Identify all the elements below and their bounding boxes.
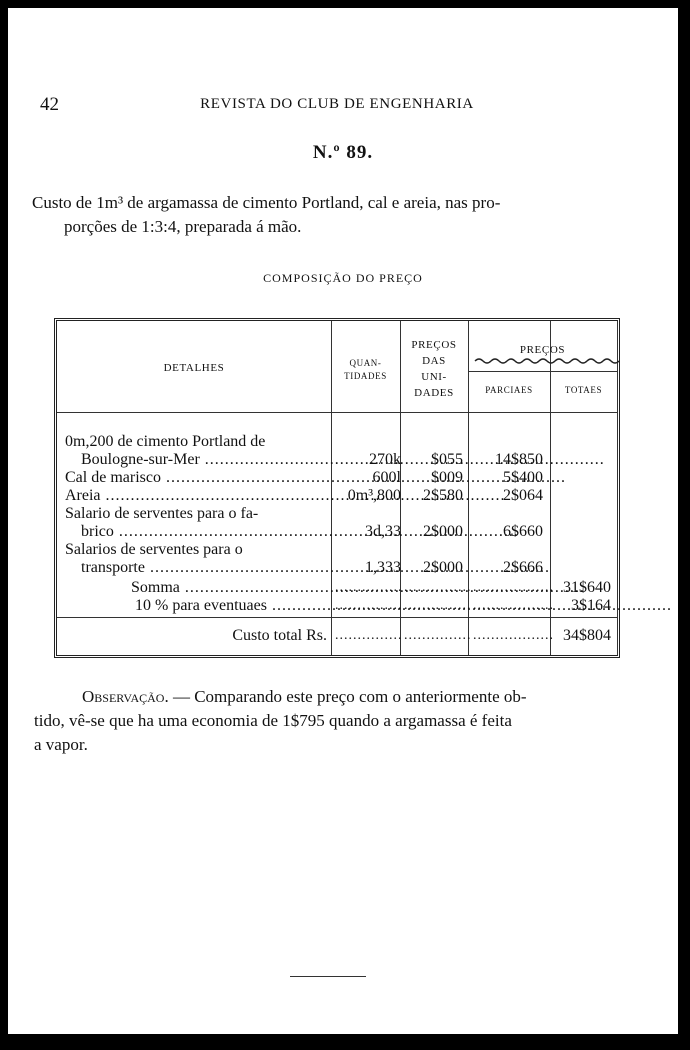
- section-title: COMPOSIÇÃO DO PREÇO: [263, 271, 423, 285]
- leader-dots: ...............: [335, 580, 403, 595]
- row-cal-unit-price: $009: [431, 469, 463, 486]
- header-precos-unidades-line-3: UNI-: [421, 371, 447, 383]
- eventuaes-total: 3$164: [571, 597, 611, 614]
- header-totaes: TOTAES: [564, 385, 603, 395]
- somma-total: 31$640: [563, 579, 611, 596]
- leader-dots: ..................: [473, 580, 554, 595]
- total-rule: [57, 617, 617, 618]
- row-cal-quantity: 600l: [372, 469, 401, 486]
- header-precos-unidades-line-4: DADES: [414, 387, 454, 399]
- item-description: [32, 191, 628, 239]
- row-areia-partial: 2$064: [503, 487, 543, 504]
- header-quantidades-line-1: QUAN-: [349, 358, 382, 368]
- observation-heading: Observação. —: [82, 687, 190, 706]
- row-cimento-label-1: 0m,200 de cimento Portland de: [65, 433, 266, 450]
- row-cal-partial: 5$400: [503, 469, 543, 486]
- eventuaes-label: 10 % para eventuaes .....: [65, 597, 329, 615]
- row-serventes-fabrico-quantity: 3d,33: [365, 523, 401, 540]
- item-number: N.º 89.: [312, 142, 374, 163]
- row-serventes-transporte-partial: 2$666: [503, 559, 543, 576]
- custo-total-label: Custo total Rs.: [232, 627, 327, 644]
- header-quantidades-line-2: TIDADES: [344, 371, 387, 381]
- page-number: 42: [40, 94, 59, 115]
- document-page: [8, 8, 678, 1034]
- header-precos: PREÇOS: [519, 344, 566, 356]
- row-serventes-transporte-unit-price: 2$000: [423, 559, 463, 576]
- journal-title: REVISTA DO CLUB DE ENGENHARIA: [200, 96, 474, 112]
- leader-dots: ...............: [404, 580, 472, 595]
- row-areia-label: Areia .....: [65, 487, 315, 505]
- running-header: [38, 94, 636, 118]
- wavy-brace-ornament: [473, 357, 619, 365]
- row-serventes-fabrico-partial: 6$660: [503, 523, 543, 540]
- row-cimento-quantity: 270k: [369, 451, 401, 468]
- row-serventes-transporte-quantity: 1,333: [365, 559, 401, 576]
- observation-text: Comparando este preço com o anteriormente ob-: [194, 687, 527, 706]
- observation-line-1: [34, 685, 630, 709]
- row-serventes-transporte-label-2: transporte .....: [65, 559, 329, 577]
- row-serventes-fabrico-label-1: Salario de serventes para o fa-: [65, 505, 259, 522]
- subheader-rule: [468, 371, 617, 372]
- somma-label: Somma .....: [65, 579, 329, 597]
- price-table: [54, 318, 620, 658]
- row-serventes-fabrico-unit-price: 2$000: [423, 523, 463, 540]
- custo-total-value: 34$804: [563, 627, 611, 644]
- row-serventes-transporte-label-1: Salarios de serventes para o: [65, 541, 243, 558]
- observation-line-3: a vapor.: [34, 735, 88, 754]
- observation-paragraph: [34, 685, 630, 757]
- row-areia-quantity: 0m³,800: [347, 487, 401, 504]
- footer-rule: [290, 976, 366, 977]
- row-cal-label: Cal de marisco .....: [65, 469, 329, 487]
- header-detalhes: DETALHES: [163, 362, 225, 374]
- header-parciaes: PARCIAES: [485, 385, 533, 395]
- row-cimento-label-2: Boulogne-sur-Mer .....: [65, 451, 329, 469]
- row-areia-unit-price: 2$580: [423, 487, 463, 504]
- leader-dots: ...............: [404, 598, 472, 613]
- description-line-2: porções de 1:3:4, preparada á mão.: [64, 217, 302, 236]
- header-precos-unidades-line-2: DAS: [422, 355, 446, 367]
- row-serventes-fabrico-label-2: brico .....: [65, 523, 329, 541]
- leader-dots: ...............: [404, 628, 472, 643]
- description-line-1: Custo de 1m³ de argamassa de cimento Portland, cal e areia, nas pro-: [32, 193, 501, 212]
- header-rule: [57, 412, 617, 413]
- header-precos-unidades: [400, 337, 468, 401]
- header-quantidades: [331, 357, 400, 383]
- row-cimento-partial: 14$850: [495, 451, 543, 468]
- header-precos-unidades-line-1: PREÇOS: [411, 339, 457, 351]
- leader-dots: ...............: [335, 628, 403, 643]
- leader-dots: ...............: [335, 598, 403, 613]
- observation-line-2: tido, vê-se que ha uma economia de 1$795 quando a argamassa é feita: [34, 711, 512, 730]
- leader-dots: ..................: [473, 598, 554, 613]
- row-cimento-unit-price: $055: [431, 451, 463, 468]
- leader-dots: ..................: [473, 628, 554, 643]
